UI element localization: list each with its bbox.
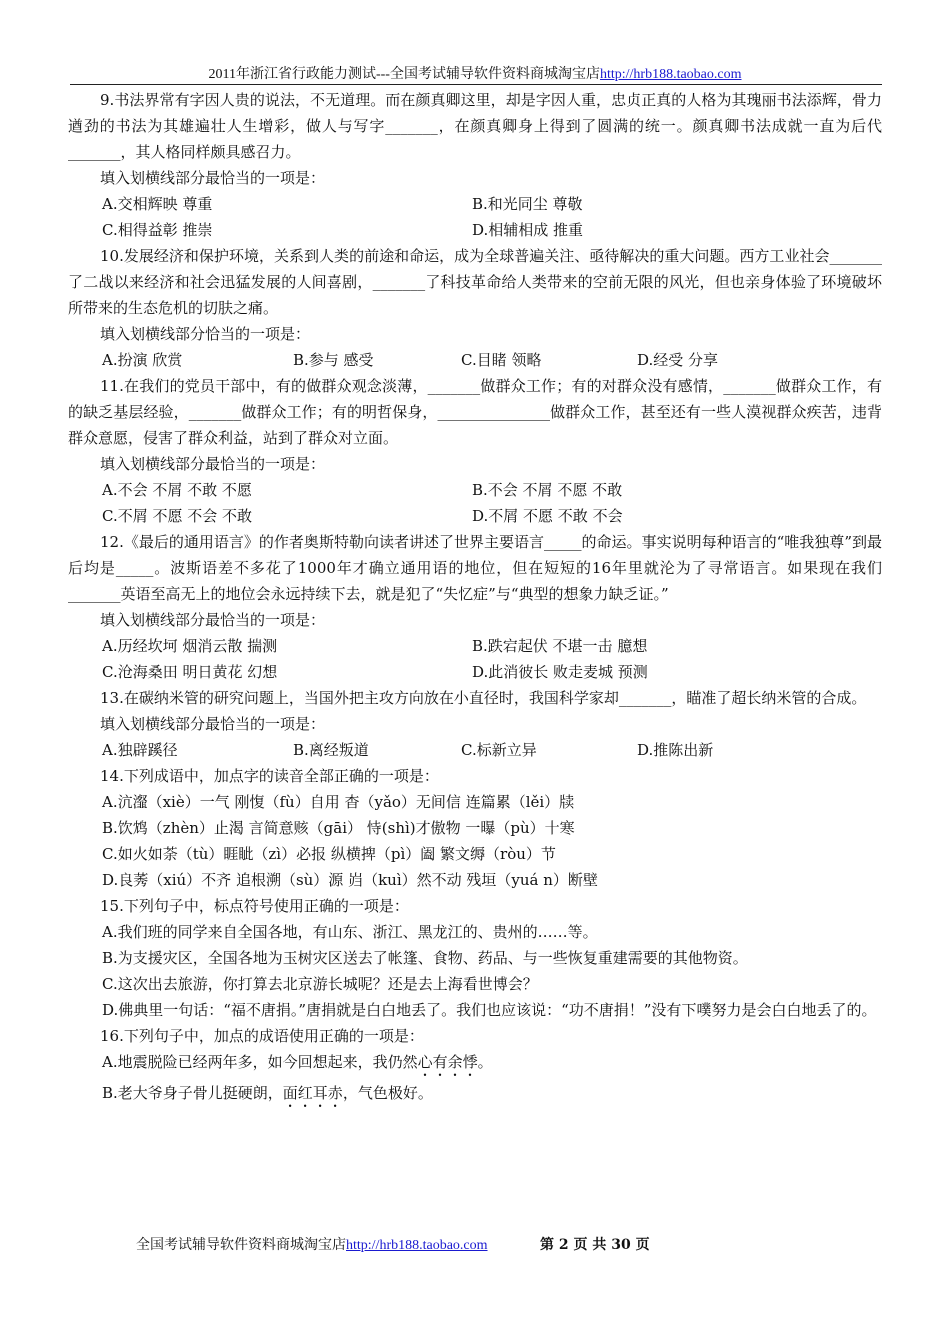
question-13-options-row [68,737,882,763]
option: D.经受 分享 [637,351,719,369]
footer-text: 全国考试辅导软件资料商城淘宝店 [136,1238,346,1253]
header-link[interactable]: http://hrb188.taobao.com [599,67,742,82]
option: B.饮鸩（zhèn）止渴 言简意赅（gāi） 恃(shì)才傲物 一曝（pù）十寒 [102,819,575,837]
option: B.跌宕起伏 不堪一击 臆想 [472,637,648,655]
option [68,1049,882,1080]
option: C.标新立异 [461,741,537,759]
question-11-options-row [68,477,882,503]
option [68,1080,882,1111]
question-12-stem: 12.《最后的通用语言》的作者奥斯特勒向读者讲述了世界主要语言_____的命运。事实说明每种语言的“唯我独尊”到最后均是_____。波斯语差不多花了1000年才确立通用语的地位，但在短短的16年里就沦为了寻常语言。如果现在我们_______英语至高无上的地位会永远持续下去，就是犯了“失忆症”与“典型的想象力缺乏证。” [68,533,882,603]
option: C.这次出去旅游，你打算去北京游长城呢？还是去上海看世博会？ [102,975,538,993]
option: C.相得益彰 推崇 [102,221,213,239]
header-text: 2011年浙江省行政能力测试---全国考试辅导软件资料商城淘宝店 [208,67,600,82]
footer-link[interactable]: http://hrb188.taobao.com [346,1238,488,1253]
option: B.离经叛道 [293,741,369,759]
option: A.历经坎坷 烟消云散 揣测 [102,637,278,655]
question-11-prompt: 填入划横线部分最恰当的一项是： [100,455,326,473]
option: B.参与 感受 [293,351,374,369]
option-text: ，气色极好。 [342,1084,433,1102]
option: B.不会 不屑 不愿 不敢 [472,481,623,499]
question-9-options-row [68,217,882,243]
header-divider [70,84,882,85]
option: D.相辅相成 推重 [472,221,584,239]
option: A.我们班的同学来自全国各地，有山东、浙江、黑龙江的、贵州的……等。 [102,923,598,941]
question-11-options-row [68,503,882,529]
option: D.推陈出新 [637,741,714,759]
page-footer [136,1234,488,1254]
option-text: A.地震脱险已经两年多，如今回想起来，我仍然 [102,1053,418,1071]
option: A.交相辉映 尊重 [102,195,213,213]
question-14-stem: 14.下列成语中，加点字的读音全部正确的一项是： [100,767,439,785]
page-number: 第 2 页 共 30 页 [540,1237,650,1253]
dotted-idiom: 心有余悸 [417,1053,478,1071]
page-header [0,63,950,83]
question-9-stem: 9.书法界常有字因人贵的说法，不无道理。而在颜真卿这里，却是字因人重，忠贞正真的人格为其瑰丽书法添辉，骨力遒劲的书法为其雄遍壮人生增彩，做人与写字_______，在颜真卿身上得到了圆满的统一。颜真卿书法成就一直为后代_______，其人格同样颇具感召力。 [68,91,882,161]
question-11-stem: 11.在我们的党员干部中，有的做群众观念淡薄，_______做群众工作；有的对群众没有感情，_______做群众工作，有的缺乏基层经验，_______做群众工作；有的明哲保身，_______________做群众工作，甚至还有一些人漠视群众疾苦，违背群众意愿，侵害了群众利益，站到了群众对立面。 [68,377,882,447]
question-12-options-row [68,659,882,685]
option: A.独辟蹊径 [102,741,178,759]
option: D.良莠（xiú）不齐 追根溯（sù）源 岿（kuì）然不动 残垣（yuá n）断壁 [102,871,598,889]
option: C.如火如荼（tù）睚眦（zì）必报 纵横捭（pì）阖 繁文缛（ròu）节 [102,845,556,863]
page-content [68,87,882,1111]
question-12-prompt: 填入划横线部分最恰当的一项是： [100,611,326,629]
option: B.为支援灾区，全国各地为玉树灾区送去了帐篷、食物、药品、与一些恢复重建需要的其他物资。 [102,949,748,967]
question-15-stem: 15.下列句子中，标点符号使用正确的一项是： [100,897,409,915]
option: D.佛典里一句话：“福不唐捐。”唐捐就是白白地丢了。我们也应该说：“功不唐捐！”没有下噗努力是会白白地丢了的。 [102,1001,877,1019]
question-13-stem: 13.在碳纳米管的研究问题上，当国外把主攻方向放在小直径时，我国科学家却_______，瞄准了超长纳米管的合成。 [100,689,867,707]
question-9-prompt: 填入划横线部分最恰当的一项是： [100,169,326,187]
question-10-stem: 10.发展经济和保护环境，关系到人类的前途和命运，成为全球普遍关注、亟待解决的重大问题。西方工业社会_______了二战以来经济和社会迅猛发展的人间喜剧，_______了科技革命给人类带来的空前无限的风光，但也亲身体验了环境破坏所带来的生态危机的切肤之痛。 [68,247,882,317]
question-16-stem: 16.下列句子中，加点的成语使用正确的一项是： [100,1027,424,1045]
option: A.沆瀣（xiè）一气 刚愎（fù）自用 杳（yǎo）无间信 连篇累（lěi）牍 [102,793,575,811]
question-9-options-row [68,191,882,217]
question-10-prompt: 填入划横线部分恰当的一项是： [100,325,311,343]
option-text: 。 [477,1053,493,1071]
question-13-prompt: 填入划横线部分最恰当的一项是： [100,715,326,733]
option: C.沧海桑田 明日黄花 幻想 [102,663,278,681]
option: B.和光同尘 尊敬 [472,195,583,213]
option: C.目睹 领略 [461,351,542,369]
option: C.不屑 不愿 不会 不敢 [102,507,253,525]
option-text: B.老大爷身子骨儿挺硬朗， [102,1084,283,1102]
option: D.不屑 不愿 不敢 不会 [472,507,623,525]
question-10-options-row [68,347,882,373]
option: A.不会 不屑 不敢 不愿 [102,481,252,499]
dotted-idiom: 面红耳赤 [282,1084,343,1102]
option: A.扮演 欣赏 [102,351,183,369]
option: D.此消彼长 败走麦城 预测 [472,663,648,681]
question-12-options-row [68,633,882,659]
